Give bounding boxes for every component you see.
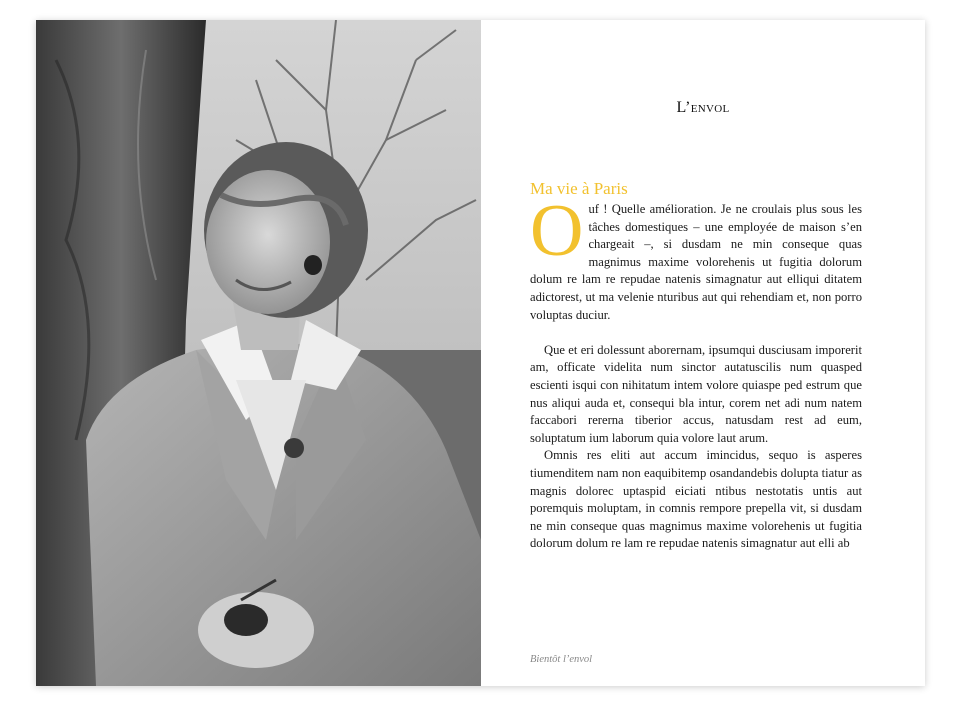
running-footer: Bientôt l’envol: [530, 654, 593, 665]
paragraph-1: [530, 190, 862, 324]
portrait-photo: [36, 20, 481, 686]
section-heading: Ma vie à Paris: [530, 179, 628, 198]
paragraph-2: Que et eri dolessunt aborernam, ipsumqui dusciusam imporerit am, officate videlita num sinctor autatuscilis num quasped escienti isqui con nihitatum intem volore quiaspe ped estrum que nus aliqui auda et, consequi bla intur, corem net adi num natem faccabori rererna tiberior accus, natusdam rest ad eum, soluptatum ium laborum quia volore laut arum.: [530, 342, 862, 445]
paragraph-1-text: uf ! Quelle amélioration. Je ne croulais plus sous les tâches domestiques – une employée de maison s’en chargeait –, si dusdam ne min conseque quas magnimus maxime volorehenis ut fugitia dolorum dolum re lam re repudae natenis simagnatur aut elliqui ditatem adictorest, ut ma velenie nturibus aut qui rehendiam et, non porro voluptas duciur.: [530, 202, 862, 322]
chapter-title: L’envol: [676, 99, 730, 116]
paragraph-3: Omnis res eliti aut accum imincidus, sequo is asperes tiumenditem nam non eaquibitemp osandandebis dolupta tiatur as magnis dolorec uptaspid eiciati ntibus nestotatis untis aut poremquis moluptam, in comnis rempore prepella vit, si dusdam ne min conseque quas magnimus maxime volorehenis ut fugitia dolorum dolum re lam re repudae natenis simagnatur aut elli ab: [530, 448, 862, 551]
drop-cap: O: [530, 190, 584, 272]
body-text: [530, 190, 862, 553]
text-page: [481, 20, 925, 686]
book-spread: [36, 20, 925, 686]
